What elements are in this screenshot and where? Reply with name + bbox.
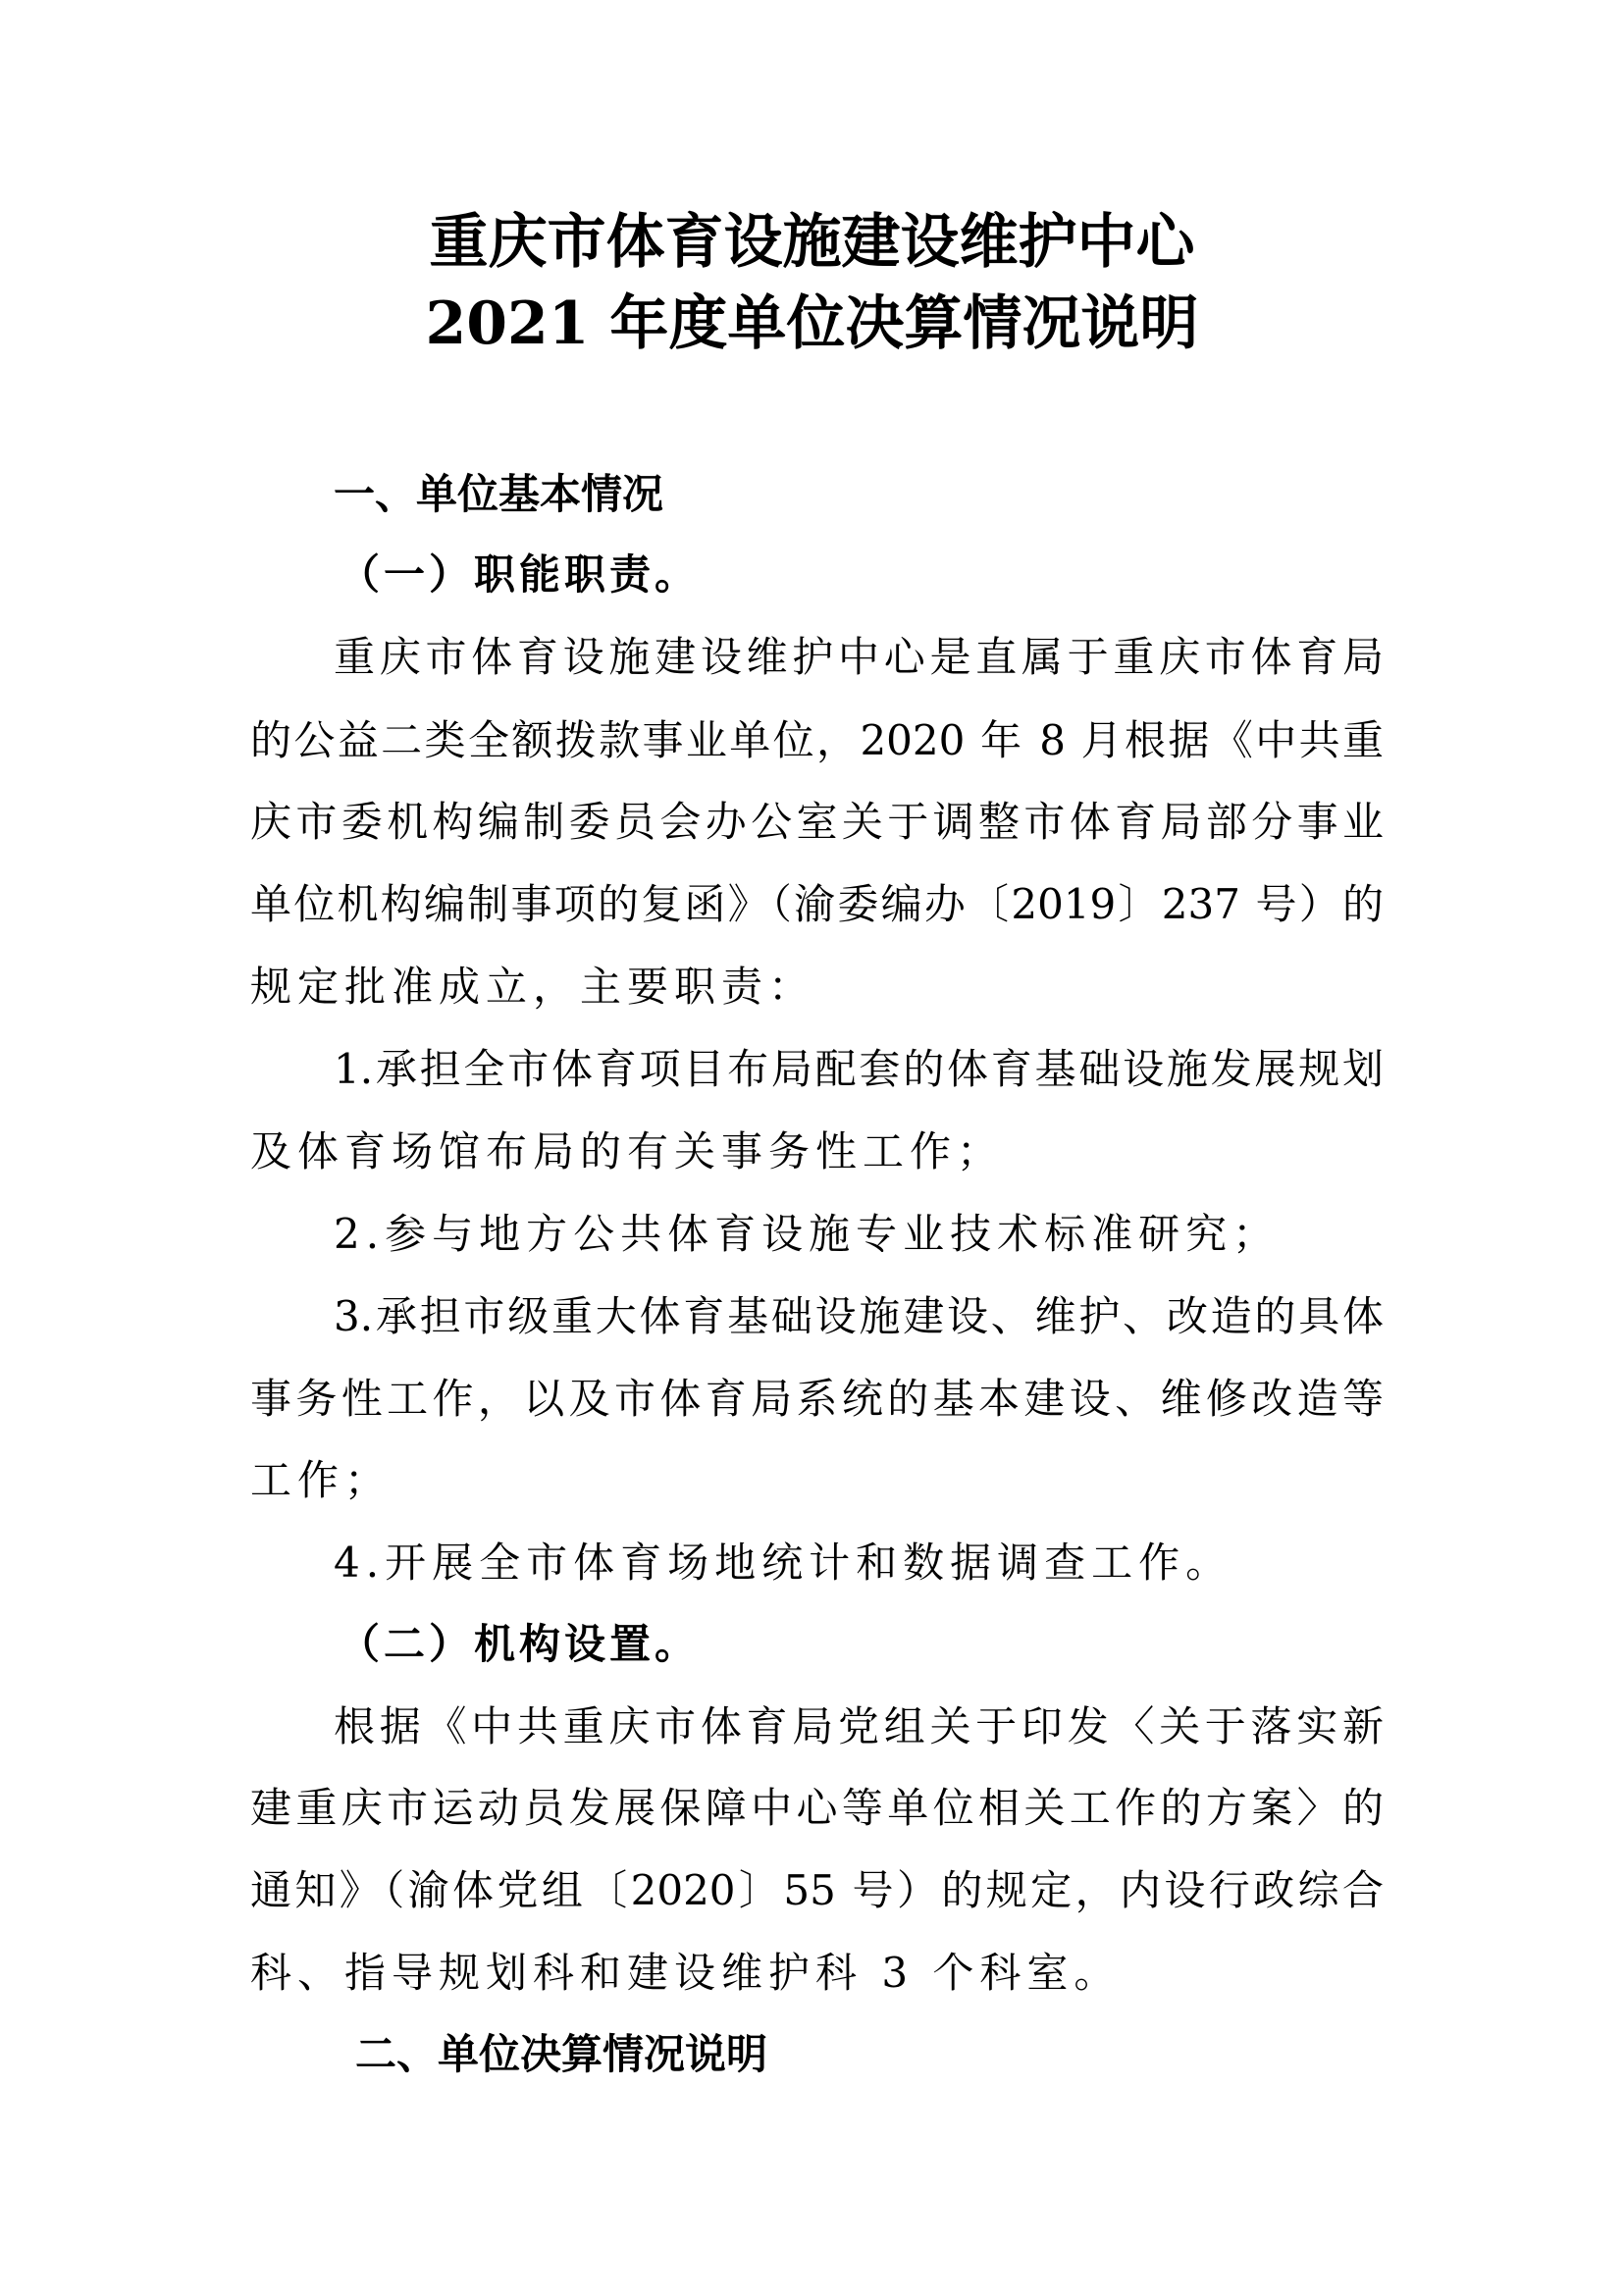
title-line-2: 2021 年度单位决算情况说明 bbox=[425, 289, 1199, 358]
paragraph-line: 的公益二类全额拨款事业单位，2020 年 8 月根据《中共重 bbox=[250, 716, 1384, 764]
list-item-line: 3.承担市级重大体育基础设施建设、维护、改造的具体 bbox=[334, 1292, 1384, 1340]
paragraph-line: 通知》（渝体党组〔2020〕55 号）的规定，内设行政综合 bbox=[250, 1866, 1384, 1914]
paragraph-line: 科、指导规划科和建设维护科 3 个科室。 bbox=[250, 1949, 1122, 1997]
list-item-line: 1.承担全市体育项目布局配套的体育基础设施发展规划 bbox=[334, 1045, 1384, 1093]
list-item-line: 事务性工作，以及市体育局系统的基本建设、维修改造等 bbox=[250, 1375, 1384, 1423]
subsection-heading-organization: （二）机构设置。 bbox=[339, 1620, 701, 1668]
subsection-heading-duties: （一）职能职责。 bbox=[339, 550, 701, 599]
paragraph-line: 庆市委机构编制委员会办公室关于调整市体育局部分事业 bbox=[250, 798, 1384, 846]
list-item-line: 2.参与地方公共体育设施专业技术标准研究； bbox=[334, 1210, 1281, 1258]
paragraph-line: 建重庆市运动员发展保障中心等单位相关工作的方案〉的 bbox=[250, 1784, 1384, 1832]
list-item-line: 及体育场馆布局的有关事务性工作； bbox=[250, 1127, 1005, 1175]
section-heading-basic-info: 一、单位基本情况 bbox=[334, 470, 664, 518]
section-heading-final-accounts: 二、单位决算情况说明 bbox=[355, 2030, 768, 2078]
paragraph-line: 重庆市体育设施建设维护中心是直属于重庆市体育局 bbox=[334, 633, 1384, 681]
title-line-1: 重庆市体育设施建设维护中心 bbox=[429, 208, 1195, 277]
paragraph-line: 单位机构编制事项的复函》（渝委编办〔2019〕237 号）的 bbox=[250, 880, 1384, 928]
list-item-line: 工作； bbox=[250, 1456, 393, 1504]
paragraph-line: 根据《中共重庆市体育局党组关于印发〈关于落实新 bbox=[334, 1702, 1384, 1750]
paragraph-line: 规定批准成立，主要职责： bbox=[250, 963, 816, 1011]
list-item-line: 4.开展全市体育场地统计和数据调查工作。 bbox=[334, 1539, 1233, 1587]
